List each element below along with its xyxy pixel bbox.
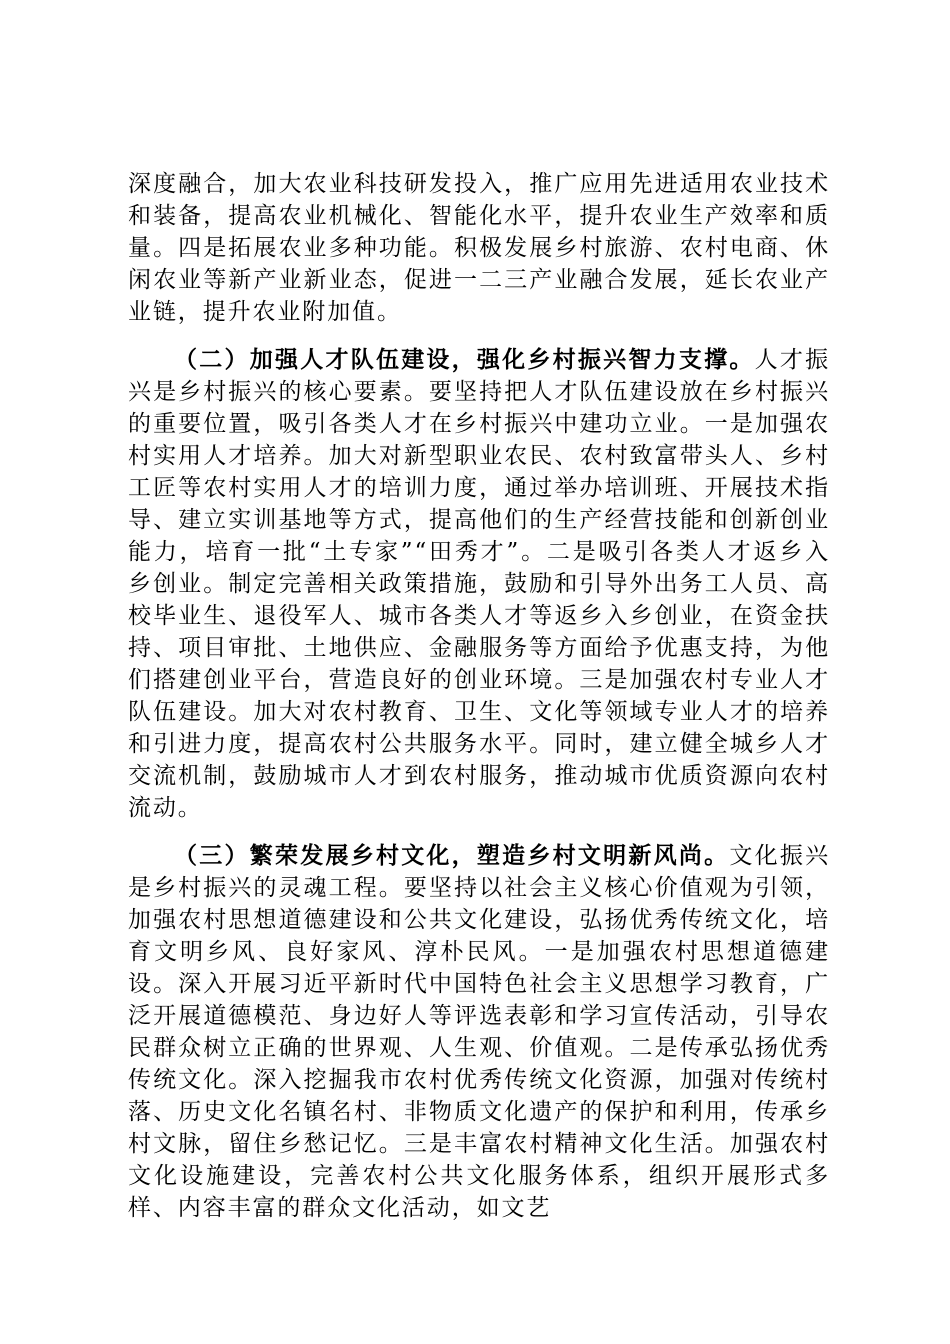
paragraph-talent <box>128 344 830 824</box>
document-page <box>128 168 830 1224</box>
paragraph-culture <box>128 840 830 1224</box>
section-heading-talent: （二）加强人才队伍建设，强化乡村振兴智力支撑。 <box>174 346 755 373</box>
paragraph-body: 人才振兴是乡村振兴的核心要素。要坚持把人才队伍建设放在乡村振兴的重要位置，吸引各类人才在乡村振兴中建功立业。一是加强农村实用人才培养。加大对新型职业农民、农村致富带头人、乡村工匠等农村实用人才的培训力度，通过举办培训班、开展技术指导、建立实训基地等方式，提高他们的生产经营技能和创新创业能力，培育一批“土专家”“田秀才”。二是吸引各类人才返乡入乡创业。制定完善相关政策措施，鼓励和引导外出务工人员、高校毕业生、退役军人、城市各类人才等返乡入乡创业，在资金扶持、项目审批、土地供应、金融服务等方面给予优惠支持，为他们搭建创业平台，营造良好的创业环境。三是加强农村专业人才队伍建设。加大对农村教育、卫生、文化等领域专业人才的培养和引进力度，提高农村公共服务水平。同时，建立健全城乡人才交流机制，鼓励城市人才到农村服务，推动城市优质资源向农村流动。 <box>128 347 830 821</box>
paragraph-body: 文化振兴是乡村振兴的灵魂工程。要坚持以社会主义核心价值观为引领，加强农村思想道德建设和公共文化建设，弘扬优秀传统文化，培育文明乡风、良好家风、淳朴民风。一是加强农村思想道德建设。深入开展习近平新时代中国特色社会主义思想学习教育，广泛开展道德模范、身边好人等评选表彰和学习宣传活动，引导农民群众树立正确的世界观、人生观、价值观。二是传承弘扬优秀传统文化。深入挖掘我市农村优秀传统文化资源，加强对传统村落、历史文化名镇名村、非物质文化遗产的保护和利用，传承乡村文脉，留住乡愁记忆。三是丰富农村精神文化生活。加强农村文化设施建设，完善农村公共文化服务体系，组织开展形式多样、内容丰富的群众文化活动，如文艺 <box>128 843 830 1221</box>
paragraph-body: 深度融合，加大农业科技研发投入，推广应用先进适用农业技术和装备，提高农业机械化、智能化水平，提升农业生产效率和质量。四是拓展农业多种功能。积极发展乡村旅游、农村电商、休闲农业等新产业新业态，促进一二三产业融合发展，延长农业产业链，提升农业附加值。 <box>128 171 830 325</box>
paragraph-continuation <box>128 168 830 328</box>
section-heading-culture: （三）繁荣发展乡村文化，塑造乡村文明新风尚。 <box>174 842 730 869</box>
